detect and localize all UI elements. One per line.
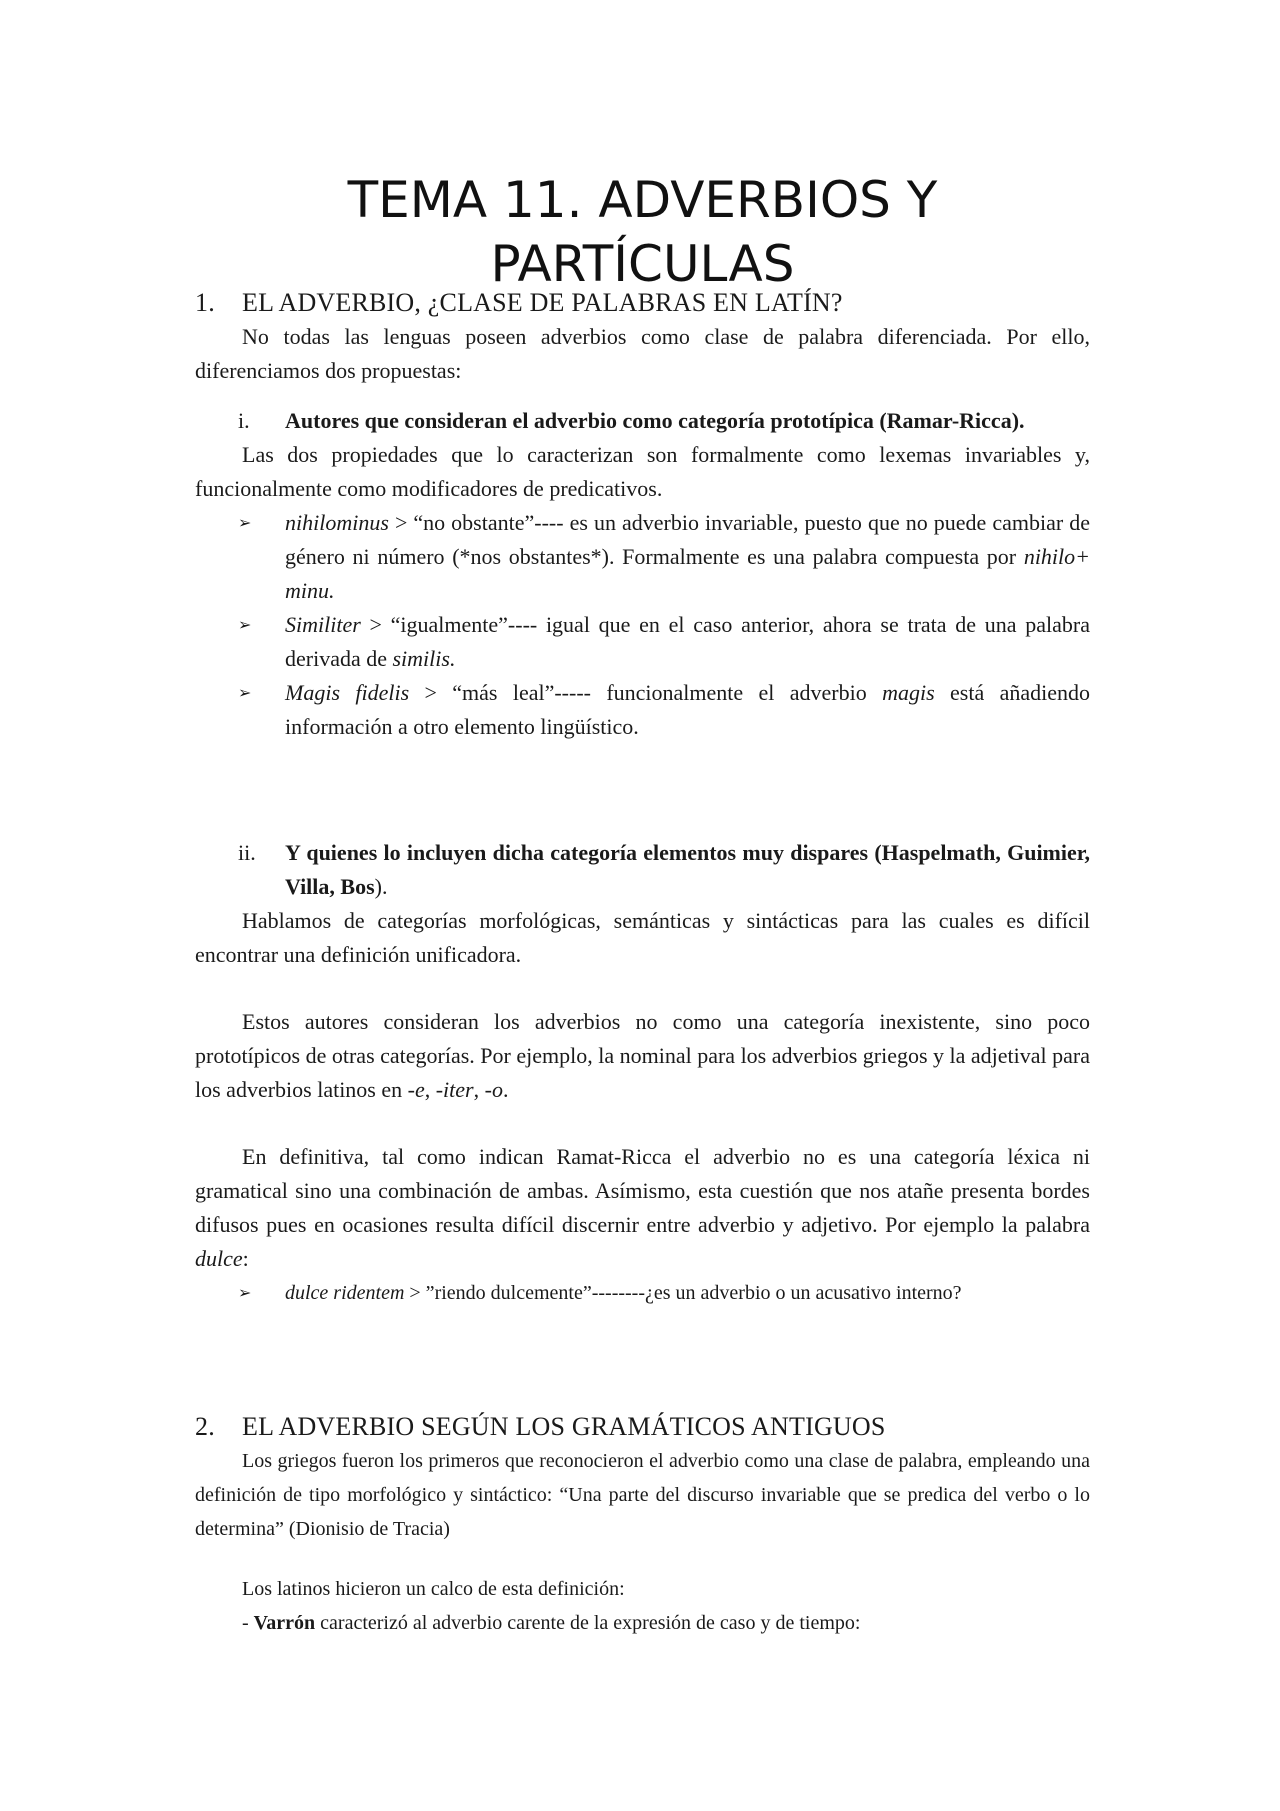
bullet-italic: magis <box>882 680 935 705</box>
paragraph-estos-autores <box>195 1005 1090 1107</box>
arrow-bullet-icon: ➢ <box>238 1283 252 1302</box>
item-i-heading <box>195 404 1090 438</box>
bullet-text: > “más leal”----- funcionalmente el adverbio <box>409 680 883 705</box>
item-ii-text: Hablamos de categorías morfológicas, semánticas y sintácticas para las cuales es difícil encontrar una definición unificadora. <box>195 908 1090 967</box>
title-line-2: PARTÍCULAS <box>490 235 795 293</box>
item-ii-heading-end: ). <box>374 874 388 899</box>
bullet-term: Magis fidelis <box>285 680 410 705</box>
item-ii-number: ii. <box>238 840 256 865</box>
item-i-number: i. <box>238 408 250 433</box>
paragraph-text <box>195 1005 1090 1107</box>
arrow-bullet-icon: ➢ <box>238 683 252 702</box>
bullet-text-end: está añadiendo información a otro elemento lingüístico. <box>285 680 1090 739</box>
paragraph-en-definitiva <box>195 1140 1090 1310</box>
item-i-heading-text: Autores que consideran el adverbio como categoría prototípica (Ramar-Ricca). <box>285 408 1025 433</box>
section-1-number: 1. <box>195 288 215 317</box>
period: . <box>502 1077 509 1102</box>
varron-name: Varrón <box>253 1612 316 1634</box>
paragraph-body: En definitiva, tal como indican Ramat-Ricca el adverbio no es una categoría léxica ni gramatical sino una combinación de ambas. Asímismo, esta cuestión que nos atañe presenta bordes difusos pues en ocasiones resulta difícil discernir entre adverbio y adjetivo. Por ejemplo la palabra <box>195 1144 1090 1237</box>
bullet-nihilominus <box>195 506 1090 608</box>
section-2-number: 2. <box>195 1412 215 1441</box>
section-1 <box>195 286 1090 388</box>
paragraph-body: Estos autores consideran los adverbios no como una categoría inexistente, sino poco prototípicos de otras categorías. Por ejemplo, la nominal para los adverbios griegos y la adjetival para los adverbios latinos en <box>195 1009 1091 1102</box>
bullet-magis-fidelis <box>195 676 1090 744</box>
bullet-similiter <box>195 608 1090 676</box>
item-ii <box>195 836 1090 972</box>
section-2-heading <box>195 1410 1090 1444</box>
section-2-heading-text: EL ADVERBIO SEGÚN LOS GRAMÁTICOS ANTIGUOS <box>242 1412 886 1441</box>
section-1-heading-text: EL ADVERBIO, ¿CLASE DE PALABRAS EN LATÍN? <box>242 288 843 317</box>
arrow-bullet-icon: ➢ <box>238 513 252 532</box>
section-2-latinos <box>195 1572 1090 1640</box>
section-2-paragraph-2: Los latinos hicieron un calco de esta definición: <box>242 1578 625 1600</box>
section-2-paragraph-1: Los griegos fueron los primeros que reconocieron el adverbio como una clase de palabra, empleando una definición de tipo morfológico y sintáctico: “Una parte del discurso invariable que se predica del verbo o lo determina” (Dionisio de Tracia) <box>195 1450 1090 1540</box>
bullet-dulce-ridentem <box>195 1276 1090 1310</box>
item-i <box>195 404 1090 744</box>
colon: : <box>242 1246 249 1271</box>
item-i-text: Las dos propiedades que lo caracterizan son formalmente como lexemas invariables y, funcionalmente como modificadores de predicativos. <box>195 442 1090 501</box>
italic-word: dulce <box>195 1246 243 1271</box>
section-2-paragraph-3 <box>195 1606 1090 1640</box>
bullet-italic: nihilo+ minu. <box>285 544 1090 603</box>
item-ii-heading <box>195 836 1090 904</box>
paragraph-body: caracterizó al adverbio carente de la expresión de caso y de tiempo: <box>315 1612 861 1634</box>
section-1-intro: No todas las lenguas poseen adverbios como clase de palabra diferenciada. Por ello, diferenciamos dos propuestas: <box>195 324 1090 383</box>
dash: - <box>242 1612 254 1634</box>
bullet-text: > “no obstante”---- es un adverbio invariable, puesto que no puede cambiar de género ni número (*nos obstantes*). Formalmente es una palabra compuesta por <box>285 510 1090 569</box>
bullet-text: > ”riendo dulcemente”--------¿es un adverbio o un acusativo interno? <box>404 1282 962 1304</box>
bullet-term: Similiter <box>285 612 361 637</box>
bullet-term: dulce ridentem <box>285 1282 405 1304</box>
bullet-text: > “igualmente”---- igual que en el caso anterior, ahora se trata de una palabra derivada de <box>285 612 1090 671</box>
bullet-term: nihilominus <box>285 510 389 535</box>
suffix-o: -o <box>484 1077 503 1102</box>
arrow-bullet-icon: ➢ <box>238 615 252 634</box>
section-2 <box>195 1410 1090 1546</box>
separator: , <box>473 1077 485 1102</box>
separator: , <box>424 1077 436 1102</box>
suffix-iter: -iter <box>435 1077 474 1102</box>
section-1-heading <box>195 286 1090 320</box>
bullet-italic: similis. <box>392 646 456 671</box>
title-line-1: TEMA 11. ADVERBIOS Y <box>347 171 938 229</box>
paragraph-text <box>195 1140 1090 1276</box>
page-title <box>195 168 1090 296</box>
item-ii-heading-text: Y quienes lo incluyen dicha categoría elementos muy dispares (Haspelmath, Guimier, Villa, Bos <box>285 840 1090 899</box>
suffix-e: -e <box>407 1077 425 1102</box>
